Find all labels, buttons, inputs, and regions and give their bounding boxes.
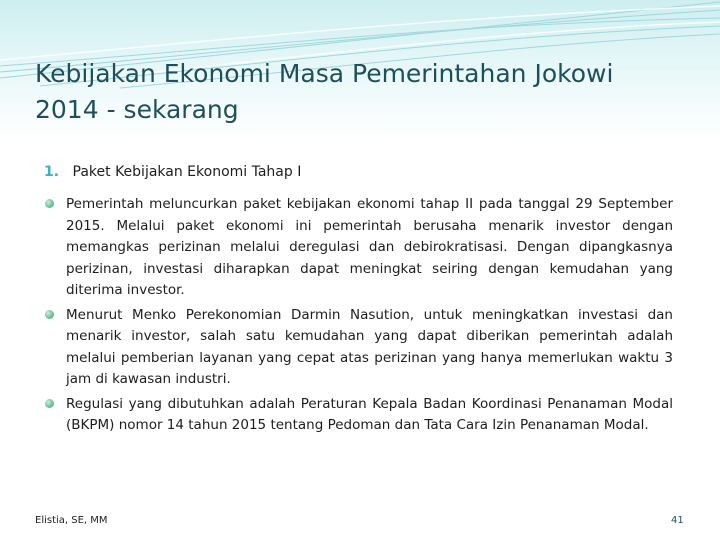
section-heading-text: Paket Kebijakan Ekonomi Tahap I: [72, 164, 302, 180]
list-item: [44, 194, 673, 302]
bullet-dot-icon: [45, 310, 54, 319]
list-item-text: Menurut Menko Perekonomian Darmin Nasution, untuk meningkatkan investasi dan menarik investor, salah satu kemudahan yang dapat diberikan pemerintah adalah melalui pemberian layanan yang cepat atas perizinan yang hanya memerlukan waktu 3 jam di kawasan industri.: [66, 306, 673, 387]
list-item-text: Regulasi yang dibutuhkan adalah Peraturan Kepala Badan Koordinasi Penanaman Modal (BKPM) nomor 14 tahun 2015 tentang Pedoman dan Tata Cara Izin Penanaman Modal.: [66, 395, 673, 433]
list-item-text: Pemerintah meluncurkan paket kebijakan ekonomi tahap II pada tanggal 29 September 2015. Melalui paket ekonomi ini pemerintah berusaha menarik investor dengan memangkas perizinan melalui deregulasi dan debirokratisasi. Dengan dipangkasnya perizinan, investasi diharapkan dapat meningkat seiring dengan kemudahan yang diterima investor.: [66, 196, 673, 298]
list-item: [44, 394, 673, 437]
bullet-dot-icon: [45, 399, 54, 408]
slide-title-line-1: Kebijakan Ekonomi Masa Pemerintahan Jokowi: [35, 59, 614, 88]
section-heading: [44, 164, 301, 180]
page-number: 41: [671, 515, 684, 526]
slide-title-line-2: 2014 - sekarang: [35, 95, 239, 124]
bullet-list: [44, 194, 673, 440]
footer-author: Elistia, SE, MM: [35, 515, 108, 526]
slide-title: [35, 56, 685, 128]
bullet-dot-icon: [45, 199, 54, 208]
list-item: [44, 305, 673, 391]
section-number: 1.: [44, 164, 60, 180]
